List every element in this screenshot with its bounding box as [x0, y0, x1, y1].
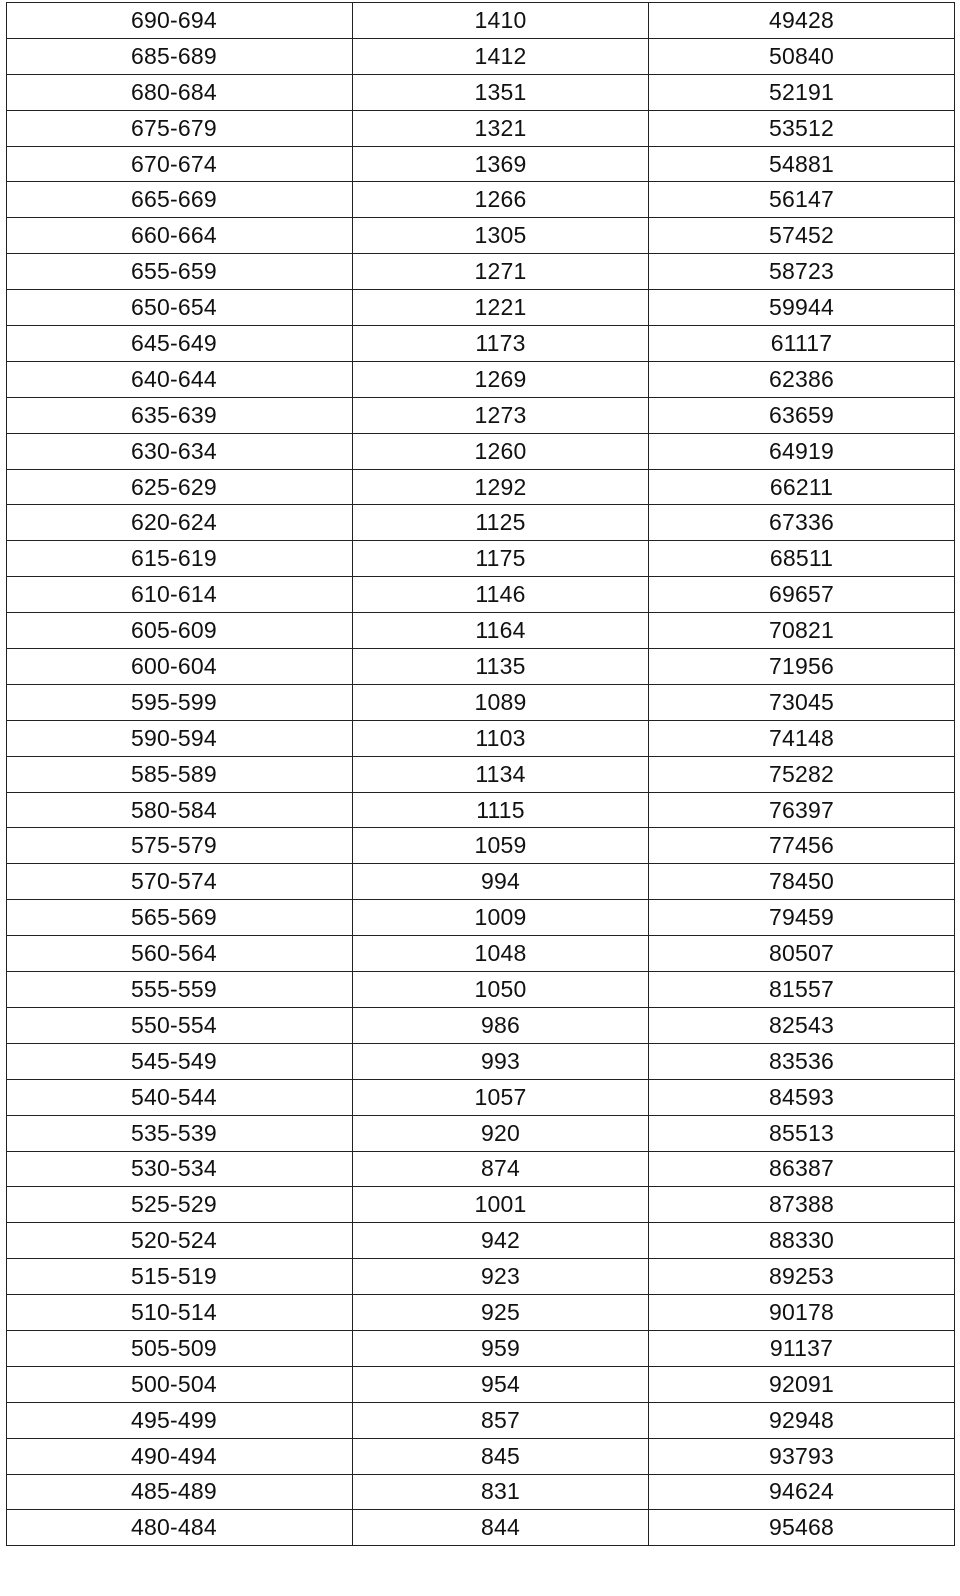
table-row: [7, 3, 955, 39]
table-row: [7, 936, 955, 972]
count-cell: 920: [353, 1115, 649, 1151]
count-cell: 925: [353, 1295, 649, 1331]
table-row: [7, 1295, 955, 1331]
cumulative-count-cell: 94624: [649, 1474, 955, 1510]
cumulative-count-cell: 92091: [649, 1366, 955, 1402]
table-row: [7, 720, 955, 756]
cumulative-count-cell: 87388: [649, 1187, 955, 1223]
table-row: [7, 1366, 955, 1402]
score-range-cell: 585-589: [7, 756, 353, 792]
cumulative-count-cell: 66211: [649, 469, 955, 505]
score-range-cell: 540-544: [7, 1079, 353, 1115]
cumulative-count-cell: 58723: [649, 254, 955, 290]
score-range-cell: 545-549: [7, 1043, 353, 1079]
cumulative-count-cell: 70821: [649, 613, 955, 649]
table-row: [7, 1510, 955, 1546]
table-row: [7, 1187, 955, 1223]
table-row: [7, 792, 955, 828]
score-range-cell: 525-529: [7, 1187, 353, 1223]
score-range-cell: 490-494: [7, 1438, 353, 1474]
count-cell: 1125: [353, 505, 649, 541]
score-range-cell: 510-514: [7, 1295, 353, 1331]
table-row: [7, 1474, 955, 1510]
table-row: [7, 1402, 955, 1438]
table-row: [7, 146, 955, 182]
cumulative-count-cell: 92948: [649, 1402, 955, 1438]
count-cell: 1173: [353, 326, 649, 362]
cumulative-count-cell: 71956: [649, 649, 955, 685]
score-range-cell: 645-649: [7, 326, 353, 362]
score-range-cell: 690-694: [7, 3, 353, 39]
table-row: [7, 972, 955, 1008]
score-range-cell: 625-629: [7, 469, 353, 505]
cumulative-count-cell: 73045: [649, 684, 955, 720]
cumulative-count-cell: 80507: [649, 936, 955, 972]
table-row: [7, 649, 955, 685]
score-range-cell: 580-584: [7, 792, 353, 828]
cumulative-count-cell: 81557: [649, 972, 955, 1008]
score-range-cell: 630-634: [7, 433, 353, 469]
score-range-cell: 560-564: [7, 936, 353, 972]
table-row: [7, 1043, 955, 1079]
score-range-cell: 505-509: [7, 1330, 353, 1366]
score-range-cell: 615-619: [7, 541, 353, 577]
score-range-cell: 575-579: [7, 828, 353, 864]
count-cell: 1164: [353, 613, 649, 649]
cumulative-count-cell: 67336: [649, 505, 955, 541]
cumulative-count-cell: 86387: [649, 1151, 955, 1187]
count-cell: 1266: [353, 182, 649, 218]
table-row: [7, 1151, 955, 1187]
table-body: [7, 3, 955, 1546]
table-row: [7, 1330, 955, 1366]
cumulative-count-cell: 52191: [649, 74, 955, 110]
table-row: [7, 74, 955, 110]
score-range-cell: 500-504: [7, 1366, 353, 1402]
table-row: [7, 684, 955, 720]
count-cell: 857: [353, 1402, 649, 1438]
cumulative-count-cell: 68511: [649, 541, 955, 577]
table-row: [7, 433, 955, 469]
score-range-cell: 605-609: [7, 613, 353, 649]
count-cell: 1305: [353, 218, 649, 254]
score-range-cell: 610-614: [7, 577, 353, 613]
count-cell: 954: [353, 1366, 649, 1402]
cumulative-count-cell: 88330: [649, 1223, 955, 1259]
table-row: [7, 326, 955, 362]
count-cell: 923: [353, 1259, 649, 1295]
count-cell: 959: [353, 1330, 649, 1366]
score-range-cell: 485-489: [7, 1474, 353, 1510]
count-cell: 1050: [353, 972, 649, 1008]
cumulative-count-cell: 91137: [649, 1330, 955, 1366]
cumulative-count-cell: 49428: [649, 3, 955, 39]
count-cell: 1134: [353, 756, 649, 792]
table-row: [7, 1438, 955, 1474]
count-cell: 874: [353, 1151, 649, 1187]
score-range-cell: 595-599: [7, 684, 353, 720]
count-cell: 1089: [353, 684, 649, 720]
score-range-cell: 495-499: [7, 1402, 353, 1438]
cumulative-count-cell: 59944: [649, 290, 955, 326]
score-range-cell: 655-659: [7, 254, 353, 290]
score-range-cell: 480-484: [7, 1510, 353, 1546]
table-row: [7, 828, 955, 864]
score-range-cell: 600-604: [7, 649, 353, 685]
count-cell: 1269: [353, 361, 649, 397]
cumulative-count-cell: 84593: [649, 1079, 955, 1115]
score-distribution-table: [6, 2, 955, 1546]
cumulative-count-cell: 50840: [649, 38, 955, 74]
count-cell: 1221: [353, 290, 649, 326]
cumulative-count-cell: 69657: [649, 577, 955, 613]
count-cell: 1135: [353, 649, 649, 685]
cumulative-count-cell: 75282: [649, 756, 955, 792]
cumulative-count-cell: 62386: [649, 361, 955, 397]
table-row: [7, 577, 955, 613]
table-row: [7, 290, 955, 326]
table-row: [7, 900, 955, 936]
count-cell: 1271: [353, 254, 649, 290]
table-row: [7, 182, 955, 218]
cumulative-count-cell: 83536: [649, 1043, 955, 1079]
table-row: [7, 469, 955, 505]
table-row: [7, 218, 955, 254]
count-cell: 1351: [353, 74, 649, 110]
score-range-cell: 570-574: [7, 864, 353, 900]
score-range-cell: 550-554: [7, 1007, 353, 1043]
count-cell: 986: [353, 1007, 649, 1043]
table-row: [7, 1223, 955, 1259]
table-row: [7, 110, 955, 146]
score-range-cell: 685-689: [7, 38, 353, 74]
cumulative-count-cell: 53512: [649, 110, 955, 146]
cumulative-count-cell: 90178: [649, 1295, 955, 1331]
cumulative-count-cell: 63659: [649, 397, 955, 433]
cumulative-count-cell: 54881: [649, 146, 955, 182]
score-range-cell: 635-639: [7, 397, 353, 433]
score-range-cell: 565-569: [7, 900, 353, 936]
count-cell: 1369: [353, 146, 649, 182]
count-cell: 993: [353, 1043, 649, 1079]
table-row: [7, 505, 955, 541]
table-row: [7, 864, 955, 900]
cumulative-count-cell: 61117: [649, 326, 955, 362]
table-row: [7, 361, 955, 397]
count-cell: 1048: [353, 936, 649, 972]
score-range-cell: 530-534: [7, 1151, 353, 1187]
count-cell: 1001: [353, 1187, 649, 1223]
cumulative-count-cell: 56147: [649, 182, 955, 218]
cumulative-count-cell: 76397: [649, 792, 955, 828]
table-row: [7, 38, 955, 74]
count-cell: 844: [353, 1510, 649, 1546]
count-cell: 1057: [353, 1079, 649, 1115]
count-cell: 1146: [353, 577, 649, 613]
cumulative-count-cell: 95468: [649, 1510, 955, 1546]
table-row: [7, 613, 955, 649]
score-range-cell: 535-539: [7, 1115, 353, 1151]
table-row: [7, 1007, 955, 1043]
table-row: [7, 756, 955, 792]
score-range-cell: 640-644: [7, 361, 353, 397]
count-cell: 1321: [353, 110, 649, 146]
table-row: [7, 1259, 955, 1295]
count-cell: 1410: [353, 3, 649, 39]
table-row: [7, 541, 955, 577]
score-range-cell: 620-624: [7, 505, 353, 541]
count-cell: 1009: [353, 900, 649, 936]
table-row: [7, 397, 955, 433]
count-cell: 831: [353, 1474, 649, 1510]
cumulative-count-cell: 89253: [649, 1259, 955, 1295]
score-range-cell: 555-559: [7, 972, 353, 1008]
count-cell: 1115: [353, 792, 649, 828]
cumulative-count-cell: 64919: [649, 433, 955, 469]
cumulative-count-cell: 74148: [649, 720, 955, 756]
score-range-cell: 665-669: [7, 182, 353, 218]
cumulative-count-cell: 78450: [649, 864, 955, 900]
score-range-cell: 680-684: [7, 74, 353, 110]
count-cell: 1412: [353, 38, 649, 74]
cumulative-count-cell: 82543: [649, 1007, 955, 1043]
count-cell: 1103: [353, 720, 649, 756]
count-cell: 1273: [353, 397, 649, 433]
cumulative-count-cell: 85513: [649, 1115, 955, 1151]
table-row: [7, 1115, 955, 1151]
cumulative-count-cell: 57452: [649, 218, 955, 254]
count-cell: 1260: [353, 433, 649, 469]
cumulative-count-cell: 79459: [649, 900, 955, 936]
table-row: [7, 1079, 955, 1115]
count-cell: 1292: [353, 469, 649, 505]
score-range-cell: 675-679: [7, 110, 353, 146]
score-range-cell: 670-674: [7, 146, 353, 182]
score-range-cell: 660-664: [7, 218, 353, 254]
table-row: [7, 254, 955, 290]
count-cell: 1059: [353, 828, 649, 864]
count-cell: 942: [353, 1223, 649, 1259]
count-cell: 845: [353, 1438, 649, 1474]
score-range-cell: 590-594: [7, 720, 353, 756]
count-cell: 994: [353, 864, 649, 900]
score-range-cell: 520-524: [7, 1223, 353, 1259]
count-cell: 1175: [353, 541, 649, 577]
cumulative-count-cell: 77456: [649, 828, 955, 864]
score-range-cell: 650-654: [7, 290, 353, 326]
score-range-cell: 515-519: [7, 1259, 353, 1295]
cumulative-count-cell: 93793: [649, 1438, 955, 1474]
